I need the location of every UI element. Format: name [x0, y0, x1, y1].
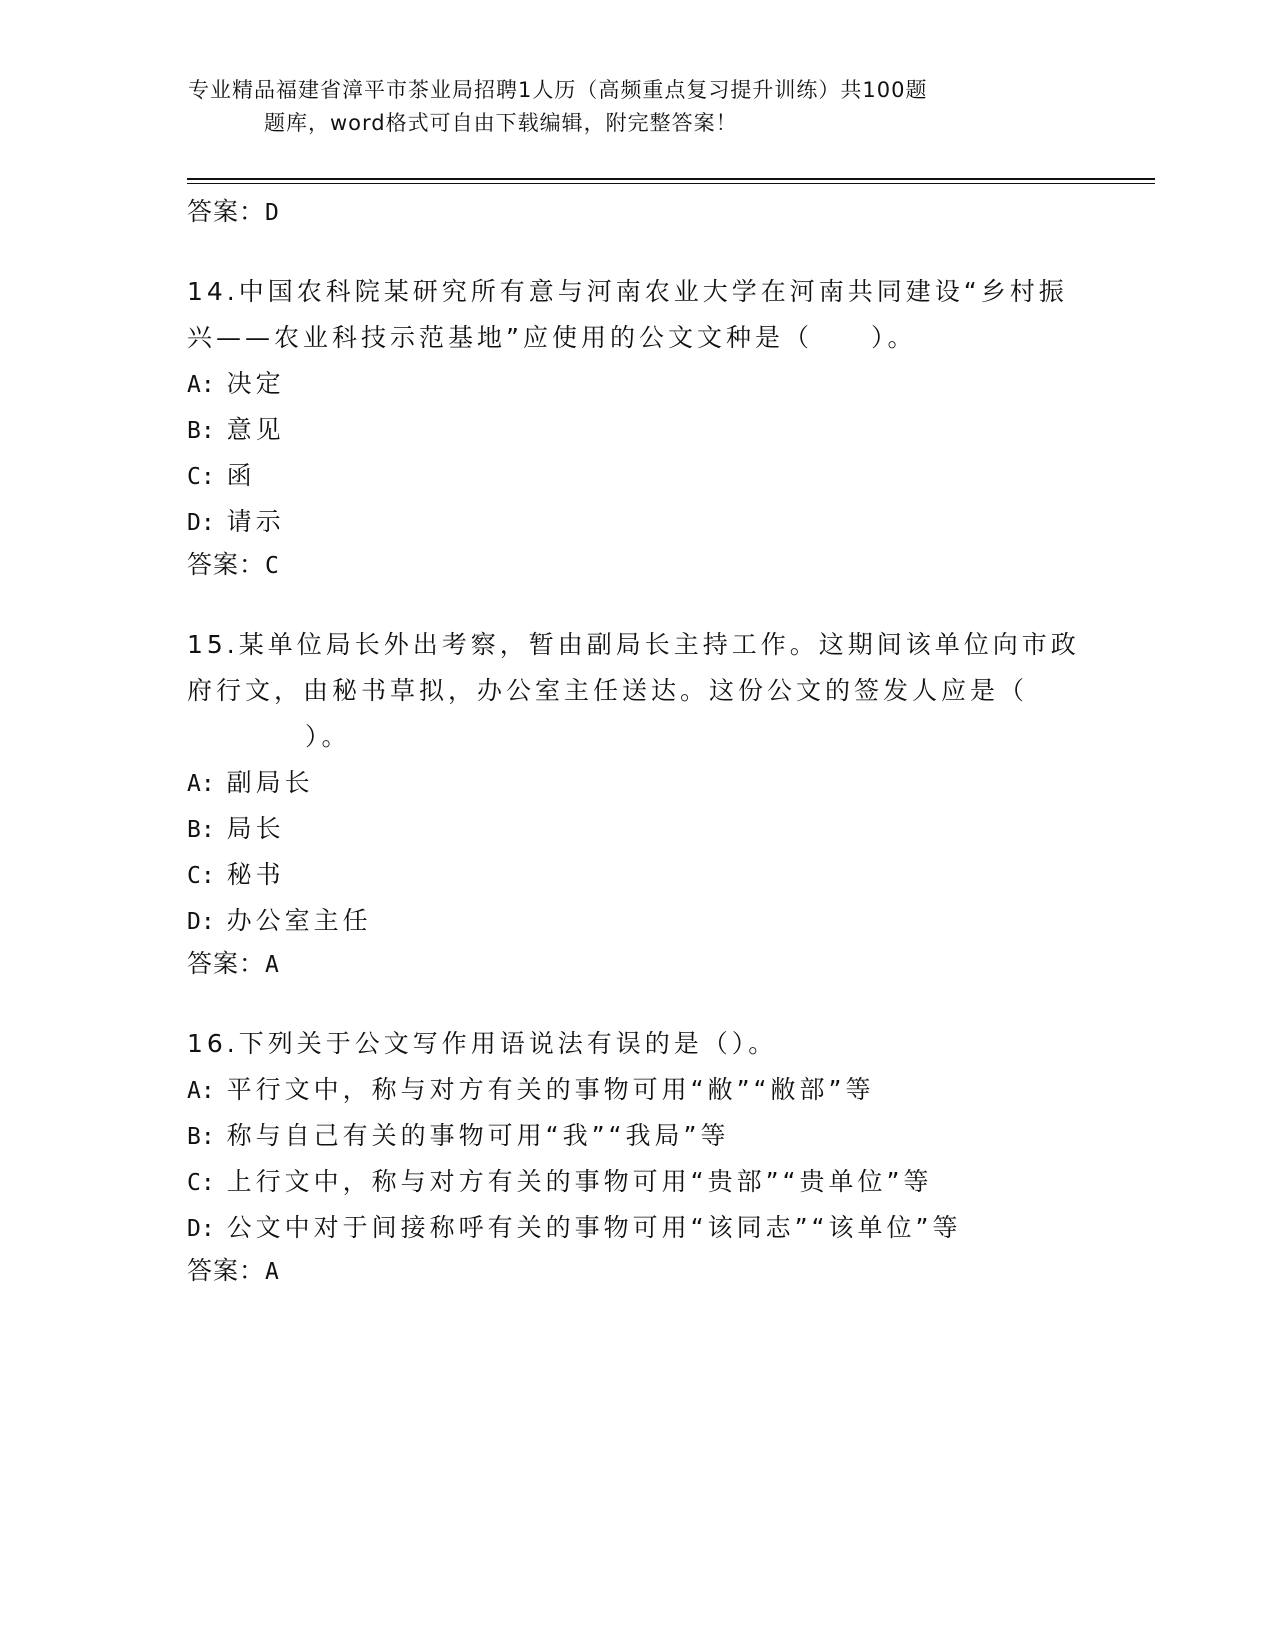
option-letter: A: [187, 372, 215, 398]
option-d [187, 1205, 1087, 1251]
answer-prefix: 答案： [187, 197, 266, 226]
option-letter: C: [187, 1170, 215, 1196]
header-line-1: 专业精品福建省漳平市茶业局招聘1人历（高频重点复习提升训练）共100题 [188, 78, 928, 102]
option-text: 称与自己有关的事物可用“我”“我局”等 [226, 1121, 730, 1150]
option-letter: A: [187, 1078, 215, 1104]
question-text: 16.下列关于公文写作用语说法有误的是（）。 [187, 1029, 778, 1058]
option-letter: B: [187, 418, 215, 444]
question-list [187, 192, 1087, 1291]
option-c [187, 852, 1087, 898]
option-text: 平行文中，称与对方有关的事物可用“敝”“敝部”等 [226, 1075, 875, 1104]
option-text: 意见 [226, 415, 285, 444]
answer-line [187, 1251, 1087, 1291]
answer-prefix: 答案： [187, 949, 266, 978]
option-letter: B: [187, 817, 215, 843]
answer-prefix: 答案： [187, 1256, 266, 1285]
option-b [187, 407, 1087, 453]
option-a [187, 760, 1087, 806]
question-15 [187, 622, 1087, 984]
answer-line [187, 545, 1087, 585]
answer-value: D [265, 200, 279, 226]
header-line-2: 题库，word格式可自由下载编辑，附完整答案！ [264, 111, 738, 135]
answer-value: A [265, 1259, 279, 1285]
question-text: 14.中国农科院某研究所有意与河南农业大学在河南共同建设“乡村振兴——农业科技示范基地”应使用的公文文种是（ ）。 [187, 277, 1068, 352]
answer-value: C [265, 553, 279, 579]
document-header [188, 74, 1048, 140]
header-rule-thin [187, 183, 1155, 184]
option-letter: D: [187, 510, 215, 536]
option-text: 秘书 [226, 860, 285, 889]
option-letter: B: [187, 1124, 215, 1150]
option-text: 决定 [226, 369, 285, 398]
option-d [187, 898, 1087, 944]
question-text: 15.某单位局长外出考察，暂由副局长主持工作。这期间该单位向市政府行文，由秘书草拟，办公室主任送达。这份公文的签发人应是（ [187, 630, 1080, 705]
option-text: 办公室主任 [226, 906, 372, 935]
question-text-continuation: ）。 [305, 722, 351, 751]
option-letter: C: [187, 863, 215, 889]
option-letter: D: [187, 1216, 215, 1242]
option-d [187, 499, 1087, 545]
option-a [187, 1067, 1087, 1113]
option-c [187, 453, 1087, 499]
option-text: 请示 [226, 507, 285, 536]
option-text: 公文中对于间接称呼有关的事物可用“该同志”“该单位”等 [226, 1213, 962, 1242]
answer-line [187, 944, 1087, 984]
option-b [187, 806, 1087, 852]
option-a [187, 361, 1087, 407]
question-14 [187, 269, 1087, 585]
answer-line [187, 192, 1087, 232]
option-text: 上行文中，称与对方有关的事物可用“贵部”“贵单位”等 [226, 1167, 933, 1196]
option-letter: C: [187, 464, 215, 490]
option-letter: D: [187, 909, 215, 935]
question-16 [187, 1021, 1087, 1291]
option-b [187, 1113, 1087, 1159]
answer-prefix: 答案： [187, 550, 266, 579]
option-text: 副局长 [226, 768, 314, 797]
option-c [187, 1159, 1087, 1205]
header-rule-thick [187, 178, 1155, 180]
option-text: 局长 [226, 814, 285, 843]
answer-value: A [265, 952, 279, 978]
option-letter: A: [187, 771, 215, 797]
option-text: 函 [226, 461, 256, 490]
